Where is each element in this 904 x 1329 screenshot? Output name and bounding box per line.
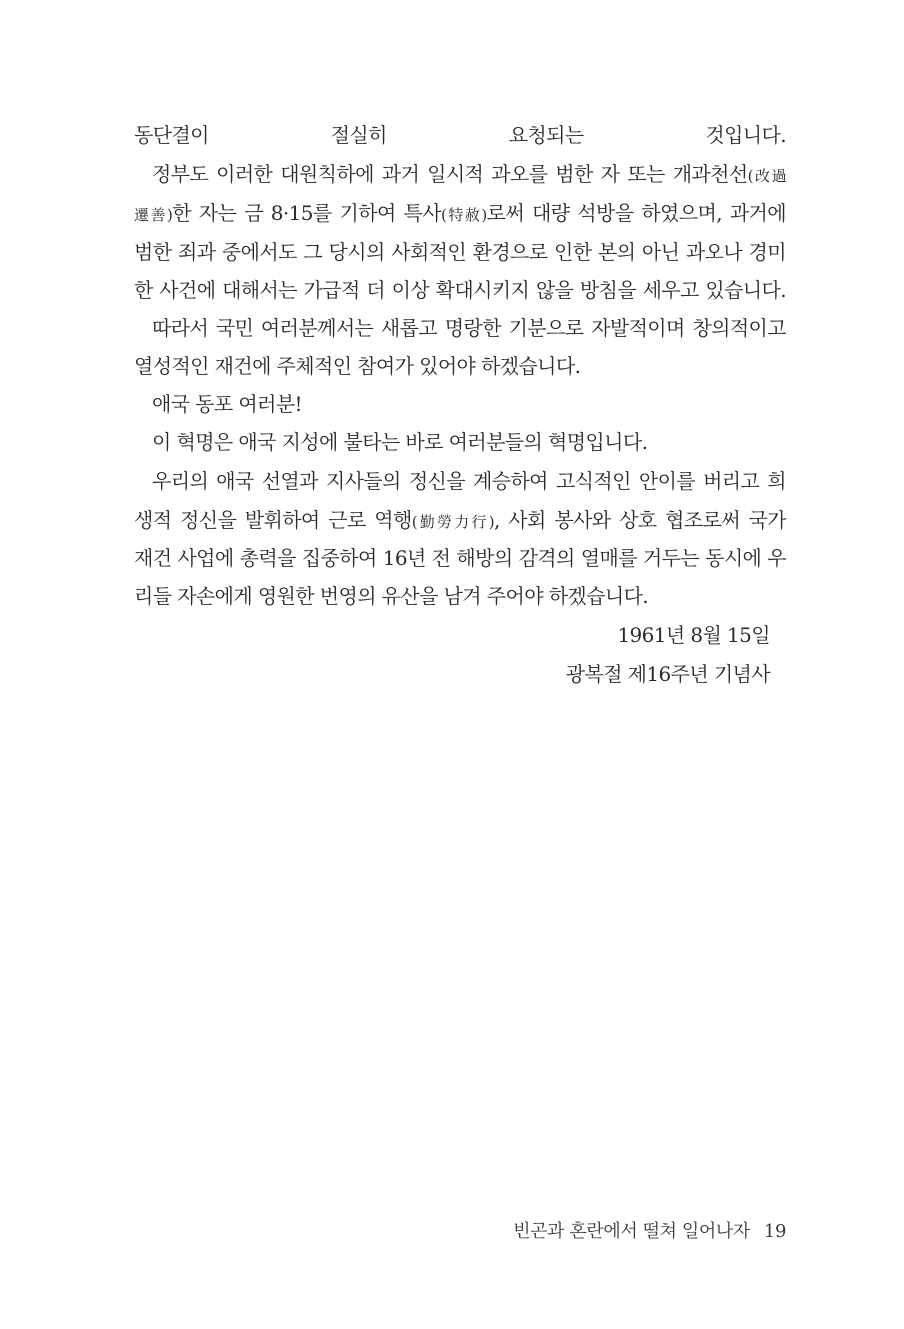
line-text: 열성적인 재건에 주체적인 참여가 있어야 하겠습니다. xyxy=(134,354,581,378)
text-line-1 xyxy=(134,120,786,150)
line-text: 생적 정신을 발휘하여 근로 역행 xyxy=(134,508,412,532)
text-line-5 xyxy=(134,275,786,305)
page-number: 19 xyxy=(763,1221,786,1242)
text-line-11 xyxy=(134,505,786,537)
line-text: 한 사건에 대해서는 가급적 더 이상 확대시키지 않을 방침을 세우고 있습니다. xyxy=(134,278,786,302)
line-text: 이 혁명은 애국 지성에 불타는 바로 여러분들의 혁명입니다. xyxy=(152,430,648,454)
text-line-2 xyxy=(152,159,786,191)
line-text: 리들 자손에게 영원한 번영의 유산을 남겨 주어야 하겠습니다. xyxy=(134,584,649,608)
text-line-4 xyxy=(134,237,786,267)
text-line-12 xyxy=(134,543,786,573)
text-line-8 xyxy=(152,389,786,419)
hanja-annotation: (勤勞力行) xyxy=(411,513,494,531)
line-text: 범한 죄과 중에서도 그 당시의 사회적인 환경으로 인한 본의 아닌 과오나 경미 xyxy=(134,240,786,264)
text-line-10 xyxy=(152,466,786,496)
line-text: 우리의 애국 선열과 지사들의 정신을 계승하여 고식적인 안이를 버리고 희 xyxy=(152,469,786,493)
hanja-annotation: 遷善) xyxy=(134,206,173,224)
line-text: 애국 동포 여러분! xyxy=(152,392,302,416)
text-line-13 xyxy=(134,581,786,611)
text-line-7 xyxy=(134,351,786,381)
text-line-3 xyxy=(134,198,786,230)
text-line-9 xyxy=(152,427,786,457)
line-text: 재건 사업에 총력을 집중하여 16년 전 해방의 감격의 열매를 거두는 동시에 우 xyxy=(134,546,786,570)
line-text: 동단결이 절실히 요청되는 것입니다. xyxy=(134,123,786,147)
page-footer xyxy=(513,1219,786,1245)
line-text: 로써 대량 석방을 하였으며, 과거에 xyxy=(486,201,786,225)
line-text: 따라서 국민 여러분께서는 새롭고 명랑한 기분으로 자발적이며 창의적이고 xyxy=(152,316,786,340)
line-text: , 사회 봉사와 상호 협조로써 국가 xyxy=(493,508,786,532)
hanja-annotation: (特赦) xyxy=(441,206,487,224)
closing-occasion: 광복절 제16주년 기념사 xyxy=(565,662,770,686)
line-text: 정부도 이러한 대원칙하에 과거 일시적 과오를 범한 자 또는 개과천선 xyxy=(152,162,748,186)
text-line-6 xyxy=(152,313,786,343)
hanja-annotation: (改過 xyxy=(747,167,786,185)
line-text: 한 자는 금 8·15를 기하여 특사 xyxy=(172,201,441,225)
running-title: 빈곤과 혼란에서 떨쳐 일어나자 xyxy=(513,1221,750,1242)
closing-date: 1961년 8월 15일 xyxy=(617,623,770,647)
